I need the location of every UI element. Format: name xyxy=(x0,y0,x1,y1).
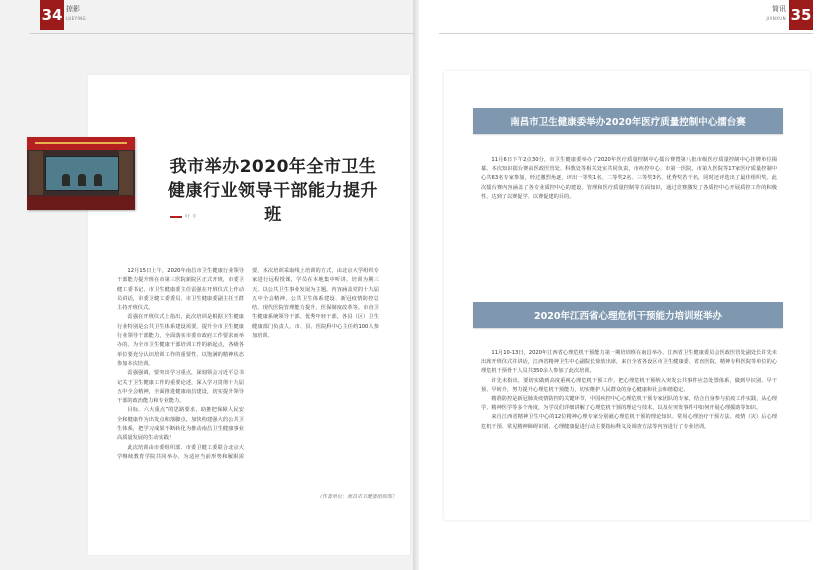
left-section-cn: 掠影 xyxy=(66,5,80,13)
right-section-cn: 简讯 xyxy=(772,5,786,13)
left-section-label xyxy=(66,5,86,23)
news1-body xyxy=(481,156,777,202)
meeting-photo xyxy=(27,137,135,210)
author-name: 叶 丰 xyxy=(185,214,197,220)
photo-desk xyxy=(27,196,135,210)
news2-paragraph: 许先未指出，要切实做到高度重视心理危机干预工作，把心理危机干预纳入突发公共事件应急处置体系，做到早识别、早干预、早转介，努力提升心理危机干预能力，切实维护人民群众的身心健康和社会和谐稳定。 xyxy=(481,377,777,393)
article-body xyxy=(117,267,379,467)
news-card xyxy=(444,71,810,520)
news2-paragraph: 精准防控是新冠肺炎疫情防控的关键环节，中国疾控中心心理危机干预专家团队的专家，结合自身参与抗疫工作实践，从心理学、精神医学等多个角度，为学员们详细讲解了心理危机干预的理论与技术，以及在突发事件中如何开展心理援助等知识。 xyxy=(481,396,777,412)
news1-heading: 南昌市卫生健康委举办2020年医疗质量控制中心擂台赛 xyxy=(473,108,783,134)
news2-body xyxy=(481,349,777,432)
article-title-line1: 我市举办2020年全市卫生 xyxy=(169,157,377,177)
article-paragraph: 目标、六大重点”的思路要求，助推把保障人民安全和健康作为出发点和落脚点，加快构建强大的公共卫生体系，把学习成果不断转化为推动南昌卫生健康事业高质量发展的生动实践！ xyxy=(117,407,244,442)
article-paragraph: 12月15日上午，2020年南昌市卫生健康行业领导干部能力提升班在市第三医院新院区正式开班，市委卫健工委书记、市卫生健康委主任雷强在开班仪式上作动员讲话，市委卫健工委委员、市卫生健康委副主任王群主持开班仪式。 xyxy=(117,268,244,312)
photo-banner xyxy=(27,137,135,150)
article-title-line2: 健康行业领导干部能力提升班 xyxy=(168,181,378,225)
article-paragraph: 雷强在开班仪式上指出，此次培训是根据卫生健康行业特别是公共卫生体系建设需要，提升全市卫生健康行业领导干部能力，全面落实市委市政府工作要求而举办的。为全市卫生健康干部培训工作的新起点，各级各单位要充分认识培训工作的重要性，以饱满的精神状态参加本次培训。 xyxy=(117,314,244,367)
news1-paragraph: 11月6日下午2点30分，市卫生健康委举办了2020年医疗质量控制中心擂台赛暨第八批市级医疗质量控制中心挂牌单位揭幕。本次知识擂台赛由医政医管处、科教处等相关处室共同负责，市疾控中心、市第一医院、市第九医院等17家医疗质量控制中心共63名专家参加，经过激烈角逐，评出一等奖1名、二等奖2名、三等奖3名、优秀奖若干名，同时还评选出了最佳组织奖。此次擂台赛内容涵盖了各专业质控中心的建设、管理和医疗质量控制等方面知识，通过竞赛激发了各质控中心开展质控工作的积极性，达到了以赛促学、以赛促建的目的。 xyxy=(481,157,777,200)
news2-paragraph: 11月10-13日，2020年江西省心理危机干预能力第一期培训班在南昌举办。江西省卫生健康委员会医政医管处副处长许先未出席开班仪式并讲话，江西省精神卫生中心副院长徐放出席，来自全省各设区市卫生健康委、省直医院、精神专科医院等单位的心理危机干预骨干人员共350余人参加了此次培训。 xyxy=(481,350,777,375)
article-paragraph: 雷强强调，要突出学习重点，深刻领会习近平总书记关于卫生健康工作的重要论述，深入学习贯彻十九届五中全会精神，全面推进健康南昌建设，切实提升领导干部的政治能力和专业能力。 xyxy=(117,370,244,405)
news2-heading: 2020年江西省心理危机干预能力培训班举办 xyxy=(473,302,783,328)
left-section-en: LUEYING xyxy=(66,16,86,21)
article-paragraph: 此次培训由市委组织部、市委卫健工委联合北京大学继续教育学院共同举办，为适应当前形势和履职需要，本次培训采取线上培训的方式，由北京大学组织专家进行远程授课，学员在本地集中听讲。培训为期三天，以公共卫生事业发展为主题，内容涵盖党的十九届五中全会精神、公共卫生体系建设、新冠疫情防控总结、现代医院管理能力提升、医保制度改革等。市直卫生健康系统领导干部、优秀年轻干部，各县（区）卫生健康部门负责人、市、县、医院科中心主任约100人参加培训。 xyxy=(117,268,379,460)
news2-paragraph: 来自江西省精神卫生中心的12位精神心理专家分别就心理危机干预的理论知识、常用心理治疗干预方法、疫情（灾）后心理危机干预、常见精神障碍识别、心理健康促进行动主要指标释义及调查方法等内容进行了专业培训。 xyxy=(481,414,777,430)
article-author xyxy=(170,213,260,220)
article-source: （作者单位：南昌市卫健委组织部） xyxy=(316,494,397,500)
left-page-number: 34 xyxy=(40,0,64,30)
right-section-label xyxy=(766,5,786,23)
right-header-rule xyxy=(439,33,813,34)
author-accent-bar xyxy=(170,216,182,218)
right-section-en: JIANXUN xyxy=(766,16,786,21)
photo-screen xyxy=(45,156,119,191)
right-page-number: 35 xyxy=(789,0,813,30)
